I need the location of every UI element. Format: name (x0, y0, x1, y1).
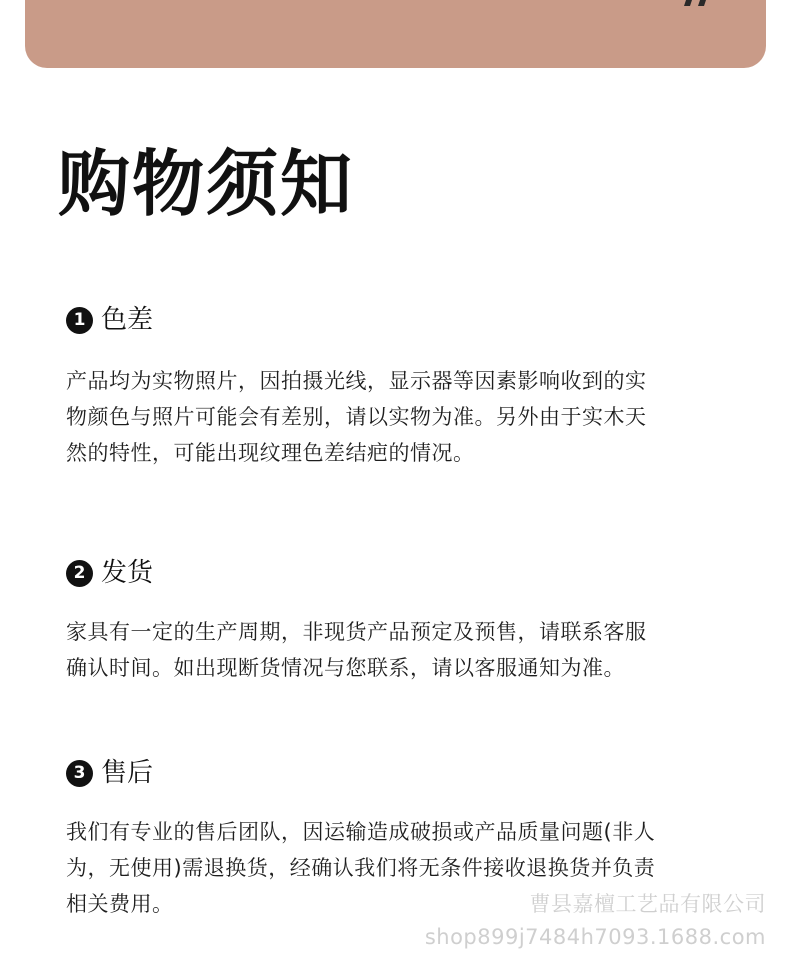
body-line: 为，无使用)需退换货，经确认我们将无条件接收退换货并负责 (66, 856, 656, 880)
section-title: 发货 (101, 558, 154, 588)
section-title: 售后 (101, 758, 154, 788)
page-title: 购物须知 (58, 142, 355, 226)
section-title: 色差 (101, 305, 154, 335)
number-badge: 2 (66, 560, 93, 587)
watermark-company: 曹县嘉檀工艺品有限公司 (529, 892, 766, 916)
section-shipping (66, 555, 726, 686)
number-badge: 3 (66, 760, 93, 787)
section-header (66, 555, 726, 591)
body-line: 物颜色与照片可能会有差别，请以实物为准。另外由于实木天 (66, 405, 647, 429)
watermark-url: shop899j7484h7093.1688.com (424, 925, 766, 949)
body-line: 产品均为实物照片，因拍摄光线，显示器等因素影响收到的实 (66, 369, 647, 393)
section-color-difference (66, 302, 726, 471)
section-body (66, 363, 726, 471)
section-header (66, 755, 726, 791)
top-banner (25, 0, 766, 68)
number-badge: 1 (66, 307, 93, 334)
banner-decoration-icon (684, 0, 718, 6)
body-line: 确认时间。如出现断货情况与您联系，请以客服通知为准。 (66, 656, 625, 680)
section-body (66, 614, 726, 686)
section-header (66, 302, 726, 338)
body-line: 相关费用。 (66, 892, 174, 916)
body-line: 然的特性，可能出现纹理色差结疤的情况。 (66, 441, 475, 465)
body-line: 家具有一定的生产周期，非现货产品预定及预售，请联系客服 (66, 620, 647, 644)
body-line: 我们有专业的售后团队，因运输造成破损或产品质量问题(非人 (66, 820, 656, 844)
